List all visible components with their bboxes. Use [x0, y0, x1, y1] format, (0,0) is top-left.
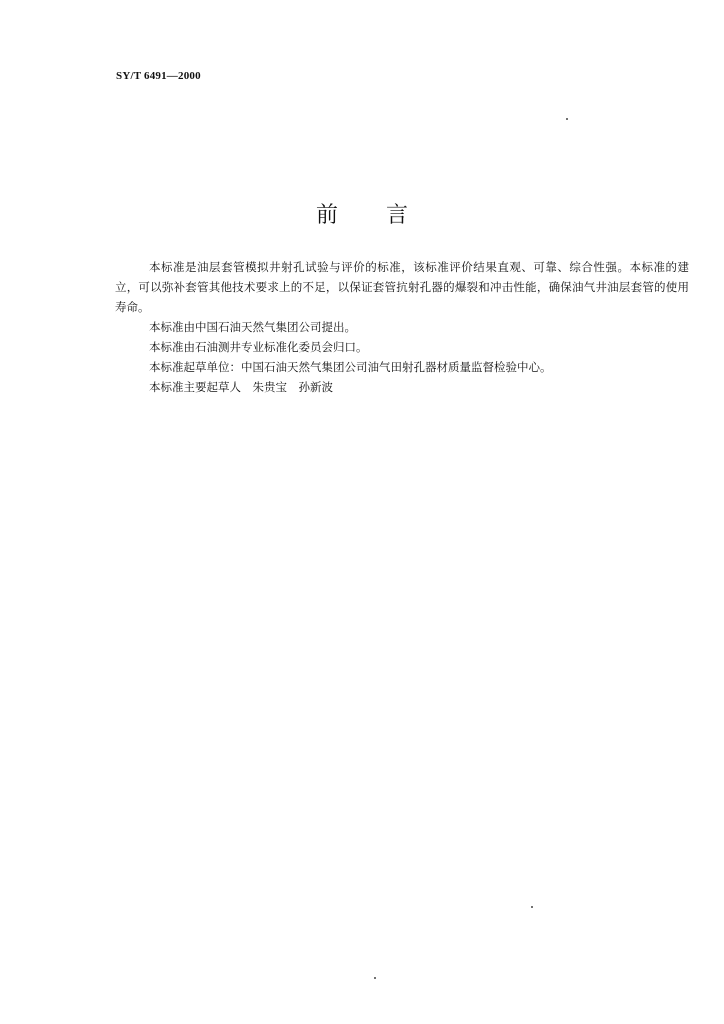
scan-speck	[566, 118, 568, 120]
paragraph-drafters: 本标准主要起草人 朱贵宝 孙新波	[149, 380, 333, 394]
paragraph-administrator: 本标准由石油测井专业标准化委员会归口。	[149, 340, 368, 354]
title-char-1: 前	[315, 203, 338, 228]
standard-code: SY/T 6491—2000	[116, 70, 201, 82]
scan-speck	[531, 906, 533, 908]
paragraph-purpose: 本标准是油层套管模拟井射孔试验与评价的标准，该标准评价结果直观、可靠、综合性强。本标准的建立，可以弥补套管其他技术要求上的不足，以保证套管抗射孔器的爆裂和冲击性能，确保油气井油层套管的使用寿命。	[115, 260, 689, 314]
foreword-body	[115, 257, 689, 397]
scan-speck	[374, 977, 376, 979]
title-char-2: 言	[386, 203, 409, 228]
page-title	[0, 198, 724, 229]
paragraph-drafting-unit: 本标准起草单位：中国石油天然气集团公司油气田射孔器材质量监督检验中心。	[149, 360, 552, 374]
paragraph-proposer: 本标准由中国石油天然气集团公司提出。	[149, 320, 356, 334]
